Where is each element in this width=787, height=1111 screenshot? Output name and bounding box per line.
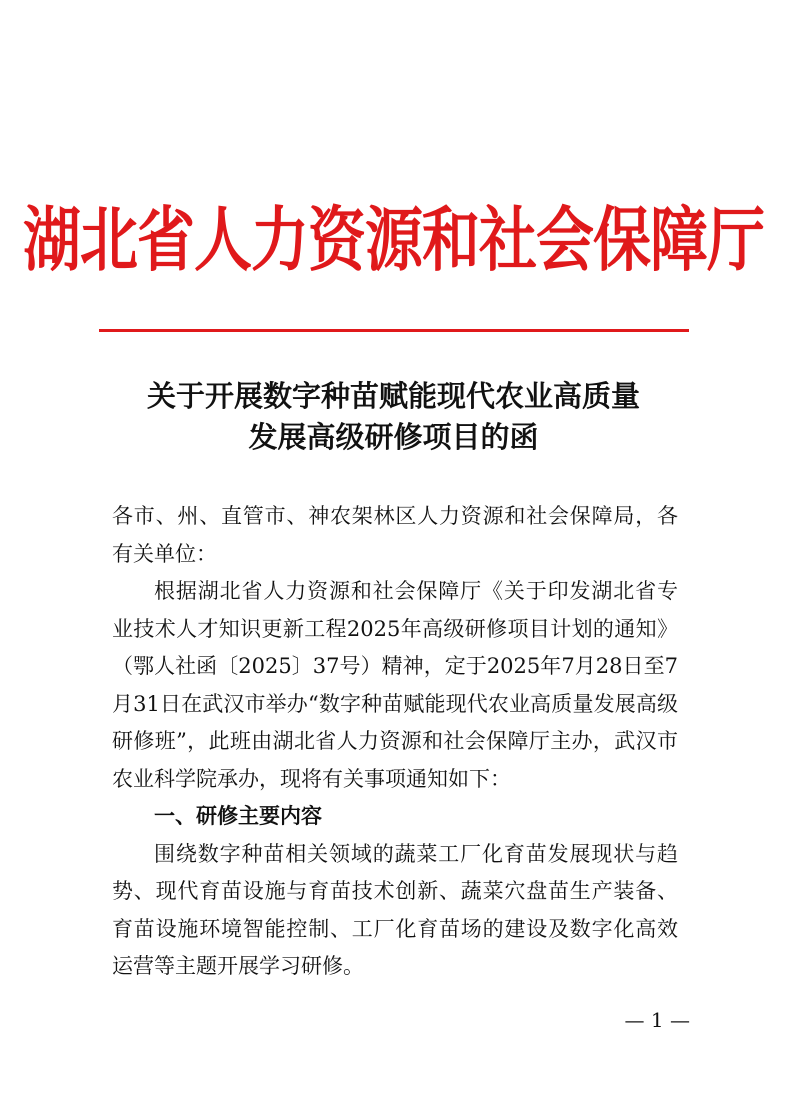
page-number: — 1 — [624,1008,690,1032]
document-title-line-2: 发展高级研修项目的函 [248,420,539,454]
document-title-line-1: 关于开展数字种苗赋能现代农业高质量 [146,379,640,413]
paragraph-1: 根据湖北省人力资源和社会保障厅《关于印发湖北省专业技术人才知识更新工程2025年高级研修项目计划的通知》（鄂人社函〔2025〕37号）精神，定于2025年7月28日至7月31日在武汉市举办“数字种苗赋能现代农业高质量发展高级研修班”，此班由湖北省人力资源和社会保障厅主办，武汉市农业科学院承办，现将有关事项通知如下： [112,579,678,791]
header-red-rule [99,329,689,332]
issuing-authority-header: 湖北省人力资源和社会保障厅 [22,199,764,281]
document-body [112,498,678,986]
section-1-heading: 一、研修主要内容 [154,804,322,828]
section-1-text: 围绕数字种苗相关领域的蔬菜工厂化育苗发展现状与趋势、现代育苗设施与育苗技术创新、蔬菜穴盘苗生产装备、育苗设施环境智能控制、工厂化育苗场的建设及数字化高效运营等主题开展学习研修。 [112,841,678,978]
recipients-line: 各市、州、直管市、神农架林区人力资源和社会保障局，各有关单位： [112,504,678,566]
